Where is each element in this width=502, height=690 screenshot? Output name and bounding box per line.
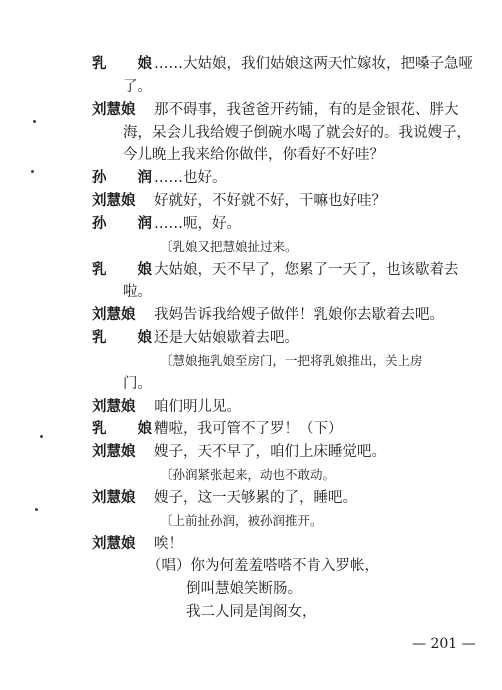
- speaker-name: 孙 润: [92, 214, 166, 232]
- speaker-name: 乳 娘: [92, 420, 166, 438]
- script-line: [0, 52, 502, 76]
- speaker-name: 刘慧娘: [92, 443, 136, 461]
- speaker-name: 刘慧娘: [92, 192, 136, 209]
- dialogue-text: 啦。: [123, 284, 152, 301]
- stage-direction: 〔上前扯孙润，被孙润推开。: [160, 512, 323, 528]
- dialogue-text: 我妈告诉我给嫂子做伴！乳娘你去歇着去吧。: [154, 307, 444, 324]
- script-line: [0, 554, 502, 578]
- dialogue-text: 嫂子，天不早了，咱们上床睡觉吧。: [154, 444, 386, 461]
- dialogue-text: 大姑娘，天不早了，您累了一天了，也该歇着去: [154, 261, 459, 278]
- speaker-name: 刘慧娘: [92, 306, 136, 324]
- script-line: [0, 303, 502, 327]
- dialogue-text: 了。: [123, 78, 152, 95]
- speaker-name: 刘慧娘: [92, 534, 136, 552]
- script-line: [0, 98, 502, 122]
- sung-line: 我二人同是闺阁女，: [186, 604, 317, 620]
- dialogue-text: 门。: [123, 375, 152, 392]
- script-line: [0, 395, 502, 419]
- script-line: [0, 463, 502, 487]
- dialogue-text: 嫂子，这一天够累的了，睡吧。: [154, 489, 357, 506]
- dialogue-text: ……大姑娘，我们姑娘这两天忙嫁妆，把嗓子急哑: [154, 56, 473, 72]
- speaker-name: 刘慧娘: [92, 100, 136, 118]
- script-line: [0, 417, 502, 441]
- script-line: [0, 166, 502, 190]
- script-line: [0, 372, 502, 396]
- speaker-name: 乳 娘: [92, 55, 166, 72]
- script-line: [0, 75, 502, 99]
- script-line: [0, 532, 502, 556]
- script-line: [0, 349, 502, 373]
- page-number: — 201 —: [412, 636, 476, 652]
- script-line: [0, 121, 502, 145]
- script-line: [0, 212, 502, 236]
- script-line: [0, 486, 502, 510]
- dialogue-text: ……呃，好。: [154, 215, 241, 232]
- dialogue-text: 好就好，不好就不好，干嘛也好哇？: [154, 193, 386, 209]
- sung-line: 倒叫慧娘笑断肠。: [186, 581, 302, 598]
- speaker-name: 乳 娘: [92, 260, 166, 278]
- page-footer: [0, 632, 502, 656]
- script-line: [0, 600, 502, 624]
- script-line: [0, 189, 502, 213]
- stage-direction: 〔孙润紧张起来，动也不敢动。: [160, 467, 336, 482]
- dialogue-text: 海，呆会儿我给嫂子倒碗水喝了就会好的。我说嫂子，: [123, 124, 471, 141]
- dialogue-text: ……也好。: [154, 170, 227, 187]
- dialogue-text: 糟啦，我可管不了罗！（下）: [154, 421, 343, 438]
- stage-direction: 〔乳娘又把慧娘扯过来。: [160, 238, 298, 254]
- dialogue-text: 唉！: [154, 535, 183, 552]
- script-line: [0, 258, 502, 282]
- stage-direction: 〔慧娘拖乳娘至房门，一把将乳娘推出，关上房: [160, 352, 423, 368]
- dialogue-text: 今儿晚上我来给你做伴，你看好不好哇？: [123, 147, 384, 164]
- speaker-name: 孙 润: [92, 169, 166, 187]
- dialogue-text: 那不碍事，我爸爸开药铺，有的是金银花、胖大: [154, 101, 459, 118]
- speaker-name: 刘慧娘: [92, 488, 136, 506]
- script-line: [0, 235, 502, 259]
- margin-mark: [40, 435, 43, 438]
- speaker-name: 乳 娘: [92, 329, 166, 346]
- script-line: [0, 440, 502, 464]
- script-line: [0, 143, 502, 167]
- margin-mark: [33, 120, 36, 123]
- script-line: [0, 577, 502, 601]
- dialogue-text: 还是大姑娘歇着去吧。: [154, 330, 299, 346]
- script-line: [0, 326, 502, 350]
- margin-mark: [31, 170, 34, 173]
- script-line: [0, 280, 502, 304]
- margin-mark: [35, 508, 38, 511]
- speaker-name: 刘慧娘: [92, 397, 136, 415]
- sung-line: （唱）你为何羞羞嗒嗒不肯入罗帐，: [147, 558, 379, 575]
- dialogue-text: 咱们明儿见。: [154, 398, 241, 415]
- script-line: [0, 509, 502, 533]
